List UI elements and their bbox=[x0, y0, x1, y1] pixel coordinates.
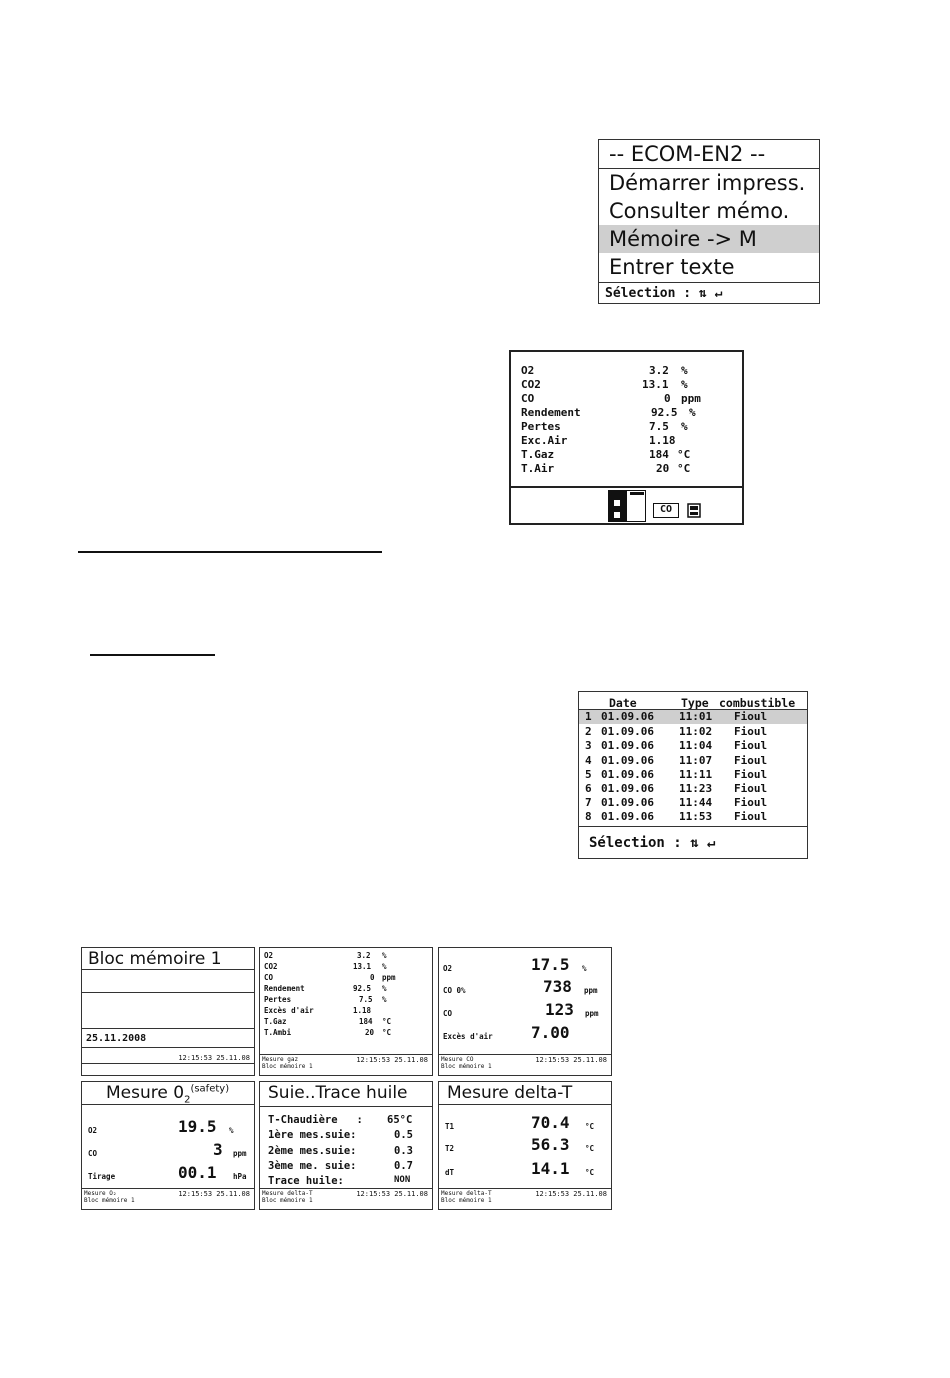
col-header-fuel: combustible bbox=[719, 696, 796, 710]
row-time: 11:11 bbox=[679, 768, 713, 781]
memory-status-icon bbox=[608, 490, 646, 522]
row-label: CO 0% bbox=[443, 986, 466, 995]
row-value: 56.3 bbox=[531, 1135, 570, 1154]
col-header-type: Type bbox=[681, 696, 709, 710]
meas-unit: °C bbox=[677, 448, 691, 461]
row-label: CO bbox=[88, 1149, 98, 1158]
row-label: Pertes bbox=[264, 995, 292, 1004]
timestamp: 12:15:53 25.11.08 bbox=[178, 1190, 250, 1198]
divider bbox=[82, 1188, 254, 1189]
row-label: T.Gaz bbox=[264, 1017, 287, 1026]
row-fuel: Fioul bbox=[734, 810, 768, 823]
footer-mode: Mesure O₂ bbox=[84, 1190, 117, 1197]
row-value: 92.5 bbox=[353, 984, 372, 993]
meas-value: 3.2 bbox=[649, 364, 669, 377]
divider bbox=[439, 1104, 611, 1105]
footer-block: Bloc mémoire 1 bbox=[262, 1197, 313, 1204]
meas-label: T.Gaz bbox=[521, 448, 555, 461]
panel-co-measurement bbox=[438, 947, 612, 1076]
row-unit: ppm bbox=[585, 1009, 599, 1018]
row-number: 8 bbox=[585, 810, 592, 823]
panel-gas-measurement bbox=[259, 947, 433, 1076]
meas-unit: % bbox=[689, 406, 696, 419]
row-label: Rendement bbox=[264, 984, 305, 993]
panel-title: Bloc mémoire 1 bbox=[88, 949, 222, 969]
row-date: 01.09.06 bbox=[601, 725, 654, 738]
row-unit: % bbox=[382, 951, 387, 960]
row-value: 123 bbox=[545, 1000, 574, 1019]
row-label: CO2 bbox=[264, 962, 278, 971]
row-label: Excès d'air bbox=[443, 1032, 493, 1041]
row-value: 0.5 bbox=[394, 1129, 413, 1141]
row-label: dT bbox=[445, 1168, 455, 1177]
row-label: 1ère mes.suie: bbox=[268, 1129, 357, 1141]
meas-label: CO2 bbox=[521, 378, 541, 391]
divider bbox=[82, 1104, 254, 1105]
row-label: O2 bbox=[443, 964, 453, 973]
list-item[interactable] bbox=[579, 739, 807, 753]
meas-value: 0 bbox=[664, 392, 671, 405]
row-number: 6 bbox=[585, 782, 592, 795]
row-number: 7 bbox=[585, 796, 592, 809]
footer-block: Bloc mémoire 1 bbox=[84, 1197, 135, 1204]
timestamp: 12:15:53 25.11.08 bbox=[178, 1054, 250, 1062]
row-date: 01.09.06 bbox=[601, 710, 654, 723]
footer-block: Bloc mémoire 1 bbox=[441, 1063, 492, 1070]
meas-value: 92.5 bbox=[651, 406, 678, 419]
row-number: 5 bbox=[585, 768, 592, 781]
meas-value: 7.5 bbox=[649, 420, 669, 433]
row-value: 7.5 bbox=[359, 995, 373, 1004]
row-label: T-Chaudière : bbox=[268, 1114, 363, 1126]
divider bbox=[260, 1188, 432, 1189]
row-value: 65°C bbox=[387, 1114, 413, 1126]
meas-value: 184 bbox=[649, 448, 669, 461]
row-value: 3 bbox=[213, 1140, 223, 1159]
menu-title: -- ECOM-EN2 -- bbox=[609, 142, 766, 166]
meas-label: CO bbox=[521, 392, 535, 405]
row-unit: % bbox=[582, 964, 587, 973]
row-label: Tirage bbox=[88, 1172, 116, 1181]
row-fuel: Fioul bbox=[734, 739, 768, 752]
panel-o2-safety bbox=[81, 1081, 255, 1210]
row-number: 3 bbox=[585, 739, 592, 752]
footer-mode: Mesure delta-T bbox=[441, 1190, 492, 1197]
row-value: 738 bbox=[543, 977, 572, 996]
row-time: 11:07 bbox=[679, 754, 713, 767]
row-number: 2 bbox=[585, 725, 592, 738]
row-date: 01.09.06 bbox=[601, 754, 654, 767]
meas-unit: % bbox=[681, 378, 688, 391]
row-label: T.Ambi bbox=[264, 1028, 292, 1037]
divider bbox=[260, 1054, 432, 1055]
meas-value: 1.18 bbox=[649, 434, 676, 447]
row-fuel: Fioul bbox=[734, 754, 768, 767]
menu-item-enter-text[interactable]: Entrer texte bbox=[609, 255, 735, 279]
row-date: 01.09.06 bbox=[601, 796, 654, 809]
row-fuel: Fioul bbox=[734, 710, 768, 723]
divider bbox=[439, 1054, 611, 1055]
row-date: 01.09.06 bbox=[601, 810, 654, 823]
menu-item-start-print[interactable]: Démarrer impress. bbox=[609, 171, 806, 195]
footer-mode: Mesure CO bbox=[441, 1056, 474, 1063]
list-item[interactable] bbox=[579, 810, 807, 824]
panel-footer bbox=[262, 1056, 313, 1070]
row-value: 0.7 bbox=[394, 1160, 413, 1172]
row-fuel: Fioul bbox=[734, 796, 768, 809]
row-fuel: Fioul bbox=[734, 725, 768, 738]
meas-label: Rendement bbox=[521, 406, 581, 419]
footer-mode: Mesure gaz bbox=[262, 1056, 299, 1063]
row-unit: hPa bbox=[233, 1172, 247, 1181]
row-value: NON bbox=[394, 1175, 411, 1185]
divider bbox=[82, 1028, 254, 1029]
list-item[interactable] bbox=[579, 710, 807, 724]
list-item[interactable] bbox=[579, 796, 807, 810]
printer-icon bbox=[687, 503, 701, 518]
meas-unit: °C bbox=[677, 462, 691, 475]
panel-title bbox=[106, 1083, 229, 1105]
row-label: T2 bbox=[445, 1144, 455, 1153]
meas-label: Exc.Air bbox=[521, 434, 568, 447]
row-fuel: Fioul bbox=[734, 768, 768, 781]
row-label: T1 bbox=[445, 1122, 455, 1131]
meas-value: 20 bbox=[656, 462, 670, 475]
row-unit: % bbox=[382, 962, 387, 971]
meas-unit: ppm bbox=[681, 392, 701, 405]
row-value: 184 bbox=[359, 1017, 373, 1026]
divider bbox=[511, 486, 742, 488]
footer-block: Bloc mémoire 1 bbox=[441, 1197, 492, 1204]
col-header-date: Date bbox=[609, 696, 637, 710]
row-time: 11:23 bbox=[679, 782, 713, 795]
timestamp: 12:15:53 25.11.08 bbox=[356, 1056, 428, 1064]
row-label: CO bbox=[443, 1009, 453, 1018]
row-value: 20 bbox=[365, 1028, 375, 1037]
divider bbox=[439, 1188, 611, 1189]
divider bbox=[82, 1047, 254, 1048]
row-value: 00.1 bbox=[178, 1163, 217, 1182]
row-value: 7.00 bbox=[531, 1023, 570, 1042]
timestamp: 12:15:53 25.11.08 bbox=[356, 1190, 428, 1198]
row-label: O2 bbox=[88, 1126, 98, 1135]
meas-label: O2 bbox=[521, 364, 535, 377]
meas-label: Pertes bbox=[521, 420, 561, 433]
row-number: 4 bbox=[585, 754, 592, 767]
row-label: CO bbox=[264, 973, 274, 982]
divider bbox=[599, 282, 819, 283]
panel-title: Suie..Trace huile bbox=[268, 1083, 408, 1103]
row-unit: °C bbox=[585, 1144, 595, 1153]
footer-mode: Mesure delta-T bbox=[262, 1190, 313, 1197]
subsection-rule bbox=[90, 654, 215, 656]
panel-soot-oil bbox=[259, 1081, 433, 1210]
row-value: 70.4 bbox=[531, 1113, 570, 1132]
panel-footer bbox=[262, 1190, 313, 1204]
row-unit: °C bbox=[585, 1168, 595, 1177]
meas-label: T.Air bbox=[521, 462, 555, 475]
divider bbox=[82, 969, 254, 970]
panel-title: Mesure delta-T bbox=[447, 1083, 573, 1103]
row-unit: °C bbox=[382, 1028, 392, 1037]
block-date: 25.11.2008 bbox=[86, 1033, 147, 1044]
panel-title-superscript: (safety) bbox=[190, 1083, 230, 1095]
row-value: 13.1 bbox=[353, 962, 372, 971]
meas-unit: % bbox=[681, 364, 688, 377]
row-fuel: Fioul bbox=[734, 782, 768, 795]
row-label: Excès d'air bbox=[264, 1006, 314, 1015]
selection-hint: Sélection : ⇅ ↵ bbox=[605, 286, 723, 301]
printer-menu-screen bbox=[598, 139, 820, 304]
menu-item-view-memory[interactable]: Consulter mémo. bbox=[609, 199, 790, 223]
footer-block: Bloc mémoire 1 bbox=[262, 1063, 313, 1070]
row-value: 1.18 bbox=[353, 1006, 372, 1015]
row-label: O2 bbox=[264, 951, 274, 960]
row-time: 11:04 bbox=[679, 739, 713, 752]
row-time: 11:53 bbox=[679, 810, 713, 823]
panel-delta-t bbox=[438, 1081, 612, 1210]
row-time: 11:44 bbox=[679, 796, 713, 809]
memory-list-screen bbox=[578, 691, 808, 859]
panel-title-text: Mesure 0 bbox=[106, 1083, 185, 1103]
meas-value: 13.1 bbox=[642, 378, 669, 391]
panel-footer bbox=[441, 1056, 492, 1070]
row-unit: % bbox=[382, 995, 387, 1004]
row-date: 01.09.06 bbox=[601, 739, 654, 752]
row-time: 11:01 bbox=[679, 710, 713, 723]
row-unit: °C bbox=[585, 1122, 595, 1131]
panel-footer bbox=[441, 1190, 492, 1204]
row-value: 0.3 bbox=[394, 1145, 413, 1157]
row-label: 2ème mes.suie: bbox=[268, 1145, 357, 1157]
divider bbox=[82, 992, 254, 993]
row-label: 3ème me. suie: bbox=[268, 1160, 357, 1172]
panel-footer bbox=[84, 1190, 135, 1204]
co-badge: CO bbox=[653, 503, 679, 518]
list-item[interactable] bbox=[579, 768, 807, 782]
measurement-screen bbox=[509, 350, 744, 525]
row-value: 3.2 bbox=[357, 951, 371, 960]
row-value: 0 bbox=[370, 973, 375, 982]
timestamp: 12:15:53 25.11.08 bbox=[535, 1056, 607, 1064]
panel-title-subscript: 2 bbox=[184, 1094, 191, 1106]
row-time: 11:02 bbox=[679, 725, 713, 738]
meas-unit: % bbox=[681, 420, 688, 433]
section-rule bbox=[78, 551, 382, 553]
panel-memory-block bbox=[81, 947, 255, 1076]
menu-item-save-memory[interactable]: Mémoire -> M bbox=[599, 225, 819, 253]
row-unit: ppm bbox=[382, 973, 396, 982]
row-unit: % bbox=[382, 984, 387, 993]
row-unit: ppm bbox=[233, 1149, 247, 1158]
row-label: Trace huile: bbox=[268, 1175, 344, 1187]
row-number: 1 bbox=[585, 710, 592, 723]
divider bbox=[579, 826, 807, 827]
list-item[interactable] bbox=[579, 725, 807, 739]
row-unit: ppm bbox=[584, 986, 598, 995]
divider bbox=[260, 1106, 432, 1107]
row-unit: % bbox=[229, 1126, 234, 1135]
row-value: 14.1 bbox=[531, 1159, 570, 1178]
selection-hint: Sélection : ⇅ ↵ bbox=[589, 835, 716, 851]
divider bbox=[82, 1063, 254, 1064]
list-item[interactable] bbox=[579, 754, 807, 768]
row-value: 17.5 bbox=[531, 955, 570, 974]
row-value: 19.5 bbox=[178, 1117, 217, 1136]
row-unit: °C bbox=[382, 1017, 392, 1026]
list-item[interactable] bbox=[579, 782, 807, 796]
row-date: 01.09.06 bbox=[601, 782, 654, 795]
row-date: 01.09.06 bbox=[601, 768, 654, 781]
timestamp: 12:15:53 25.11.08 bbox=[535, 1190, 607, 1198]
